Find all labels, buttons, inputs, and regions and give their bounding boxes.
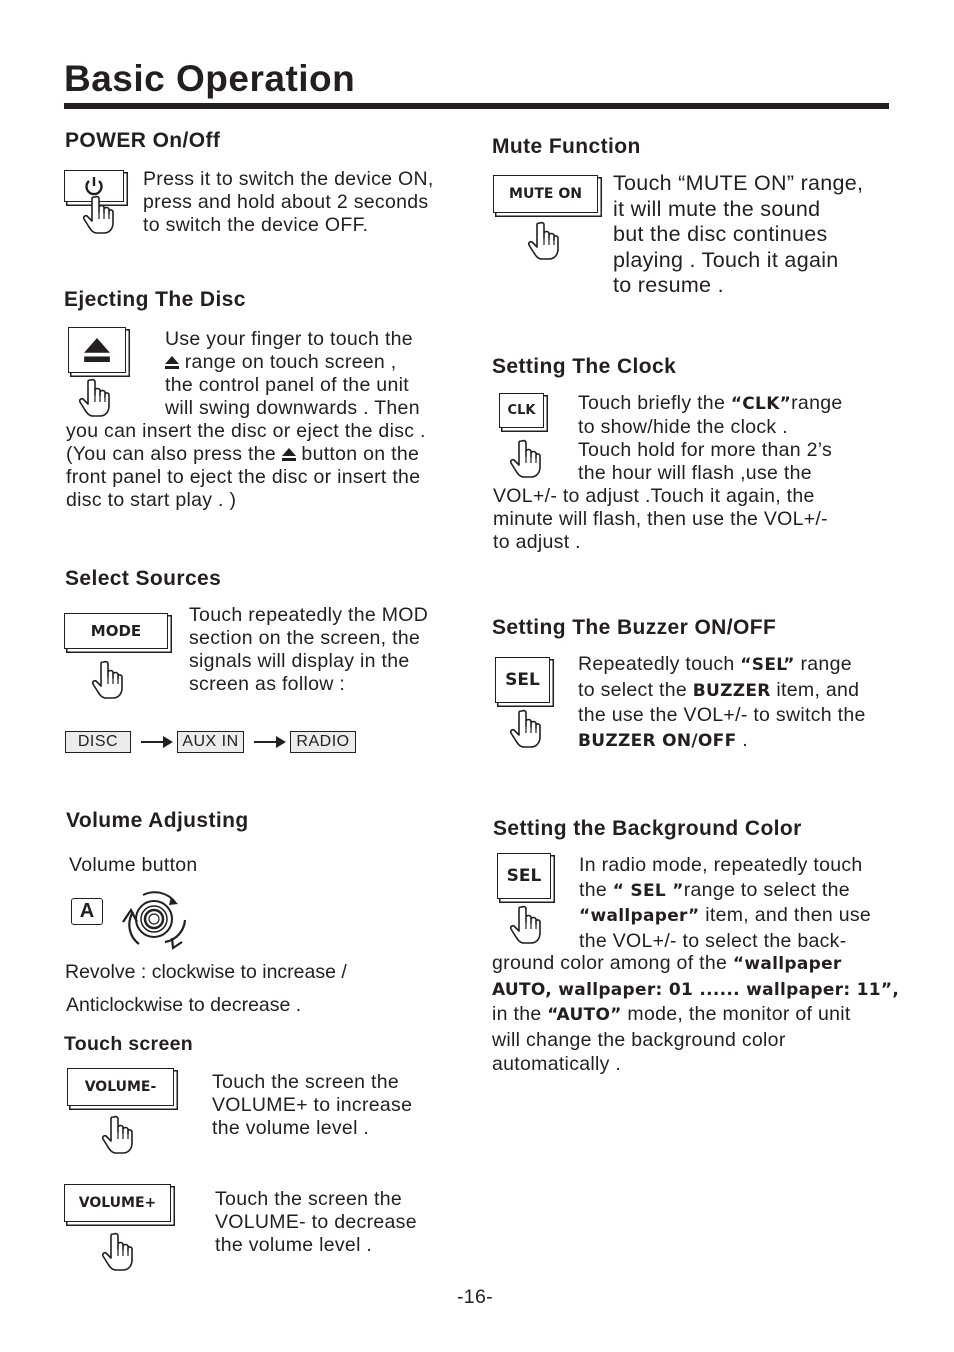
hand-pointer-icon	[527, 221, 561, 261]
volume-plus-button[interactable]: VOLUME+	[64, 1184, 171, 1222]
volume-minus-button[interactable]: VOLUME-	[67, 1068, 174, 1106]
mute-line-5: to resume .	[613, 273, 724, 297]
power-line-1: Press it to switch the device ON,	[143, 168, 434, 190]
bgcolor-heading: Setting the Background Color	[493, 817, 802, 840]
eject-line-2: range on touch screen ,	[165, 351, 420, 374]
clock-text-bottom	[493, 485, 828, 554]
hand-pointer-icon	[101, 1232, 135, 1272]
bgcolor-line-4: the VOL+/- to select the back-	[579, 929, 847, 952]
eject-button[interactable]	[68, 327, 126, 373]
source-radio: RADIO	[290, 731, 356, 753]
eject-icon	[165, 356, 179, 369]
volume-plus-text	[215, 1188, 417, 1257]
hand-pointer-icon	[509, 709, 543, 749]
page-number: -16-	[457, 1286, 493, 1308]
hand-pointer-icon	[78, 378, 112, 418]
bgcolor-line-6: AUTO, wallpaper: 01 ...... wallpaper: 11”,	[492, 979, 900, 1000]
hand-pointer-icon	[509, 905, 543, 945]
eject-line-8: disc to start play . )	[66, 489, 237, 511]
vol-minus-line-1: Touch the screen the	[212, 1071, 400, 1093]
eject-line-6: (You can also press the button on the	[66, 443, 420, 465]
power-text	[143, 168, 434, 237]
knob-letter-badge: A	[71, 898, 103, 925]
flow-arrow	[254, 741, 284, 743]
hand-pointer-icon	[509, 439, 543, 479]
power-line-3: to switch the device OFF.	[143, 214, 369, 236]
clock-text-top	[578, 392, 843, 485]
volume-button-label: Volume button	[69, 854, 198, 876]
clock-line-3: Touch hold for more than 2’s	[578, 439, 833, 461]
vol-minus-line-3: the volume level .	[212, 1117, 370, 1139]
eject-icon	[282, 448, 296, 461]
title-rule	[64, 103, 889, 109]
clock-heading: Setting The Clock	[492, 355, 677, 378]
bgcolor-line-3: “wallpaper” item, and then use	[579, 904, 872, 926]
mute-line-2: it will mute the sound	[613, 196, 821, 221]
eject-text-top	[165, 328, 420, 420]
hand-pointer-icon	[82, 195, 116, 235]
clk-button[interactable]: CLK	[499, 393, 544, 428]
bgcolor-line-1: In radio mode, repeatedly touch	[579, 854, 863, 876]
buzzer-line-3: the use the VOL+/- to switch the	[578, 704, 866, 726]
clock-line-7: to adjust .	[493, 531, 581, 553]
mute-line-3: but the disc continues	[613, 222, 828, 246]
eject-line-5: you can insert the disc or eject the disc .	[66, 420, 426, 442]
mute-heading: Mute Function	[492, 135, 641, 158]
mute-on-button[interactable]: MUTE ON	[493, 175, 598, 213]
sources-line-2: section on the screen, the	[189, 627, 421, 649]
sources-line-3: signals will display in the	[189, 650, 410, 672]
power-icon	[84, 175, 104, 197]
buzzer-text	[578, 652, 866, 753]
sources-line-4: screen as follow :	[189, 673, 346, 695]
bgcolor-line-9: automatically .	[492, 1053, 622, 1075]
source-aux-in: AUX IN	[177, 731, 244, 753]
clock-line-4: the hour will flash ,use the	[578, 462, 812, 484]
volume-heading: Volume Adjusting	[66, 809, 249, 832]
mute-line-1: Touch “MUTE ON” range,	[613, 171, 864, 195]
clock-line-1: Touch briefly the “CLK”range	[578, 392, 843, 414]
vol-plus-line-1: Touch the screen the	[215, 1188, 403, 1210]
clock-line-5: VOL+/- to adjust .Touch it again, the	[493, 485, 815, 507]
hand-pointer-icon	[101, 1115, 135, 1155]
sel-button[interactable]: SEL	[497, 853, 551, 899]
sources-line-1: Touch repeatedly the MOD	[189, 604, 429, 626]
eject-icon	[84, 338, 110, 362]
sources-text	[189, 604, 428, 696]
revolve-line-1: Revolve : clockwise to increase /	[65, 961, 347, 983]
bgcolor-line-5: ground color among of the “wallpaper	[492, 952, 842, 974]
touch-screen-heading: Touch screen	[64, 1033, 193, 1055]
page-title: Basic Operation	[64, 58, 356, 99]
bgcolor-line-2: the “ SEL ”range to select the	[579, 878, 850, 901]
clock-line-2: to show/hide the clock .	[578, 416, 788, 438]
vol-plus-line-2: VOLUME- to decrease	[215, 1211, 417, 1233]
eject-line-4: will swing downwards . Then	[165, 397, 420, 419]
eject-text-bottom	[66, 420, 426, 512]
volume-knob-icon[interactable]	[115, 886, 191, 952]
mode-button[interactable]: MODE	[64, 613, 168, 649]
clock-line-6: minute will flash, then use the VOL+/-	[493, 508, 828, 530]
sources-heading: Select Sources	[65, 567, 222, 590]
eject-line-1: Use your finger to touch the	[165, 328, 413, 350]
volume-minus-text	[212, 1071, 412, 1140]
sel-button[interactable]: SEL	[495, 657, 550, 703]
vol-minus-line-2: VOLUME+ to increase	[212, 1094, 413, 1116]
mute-text	[613, 171, 863, 299]
flow-arrow	[141, 741, 171, 743]
buzzer-heading: Setting The Buzzer ON/OFF	[492, 616, 777, 639]
eject-line-3: the control panel of the unit	[165, 374, 409, 396]
eject-heading: Ejecting The Disc	[64, 288, 246, 311]
power-heading: POWER On/Off	[65, 129, 221, 152]
bgcolor-line-8: will change the background color	[492, 1028, 786, 1051]
buzzer-line-1: Repeatedly touch “SEL” range	[578, 653, 852, 675]
eject-line-7: front panel to eject the disc or insert the	[66, 466, 421, 488]
power-line-2: press and hold about 2 seconds	[143, 191, 429, 213]
buzzer-line-2: to select the BUZZER item, and	[578, 678, 860, 701]
source-disc: DISC	[65, 731, 131, 753]
bgcolor-text-bottom	[492, 951, 899, 1077]
vol-plus-line-3: the volume level .	[215, 1234, 373, 1256]
hand-pointer-icon	[91, 660, 125, 700]
mute-line-4: playing . Touch it again	[613, 247, 839, 272]
revolve-line-2: Anticlockwise to decrease .	[66, 994, 302, 1016]
bgcolor-text-top	[579, 853, 871, 953]
bgcolor-line-7: in the “AUTO” mode, the monitor of unit	[492, 1003, 851, 1025]
buzzer-line-4: BUZZER ON/OFF .	[578, 728, 748, 751]
